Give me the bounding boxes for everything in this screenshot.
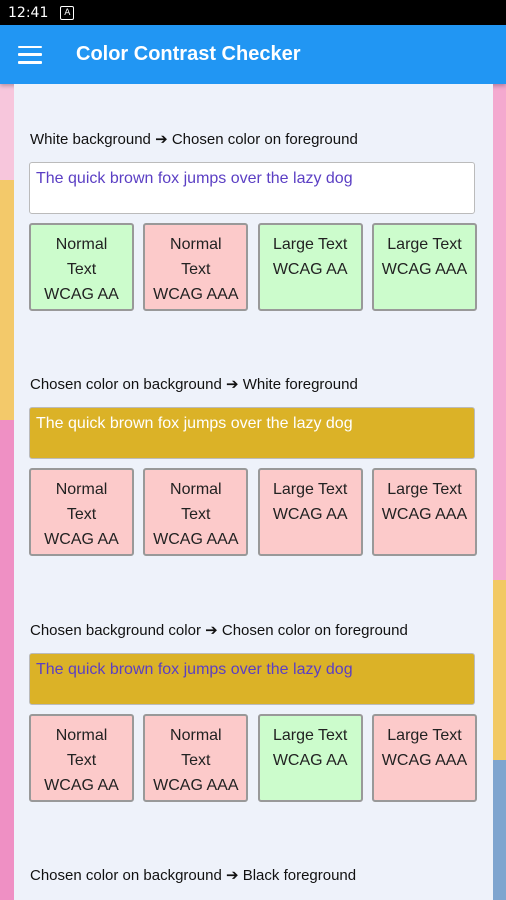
badge-line: Large Text: [387, 236, 462, 253]
section-label-right: Chosen color on foreground: [221, 622, 408, 639]
section-label-right: Black foreground: [242, 867, 357, 884]
wcag-badges: [29, 223, 477, 311]
badge-line: WCAG AA: [44, 777, 119, 794]
badge-line: WCAG AA: [44, 531, 119, 548]
badge-line: WCAG AA: [272, 752, 348, 769]
badge-line: WCAG AAA: [153, 531, 239, 548]
badge-line: Large Text: [387, 727, 462, 744]
badge-line: WCAG AA: [272, 506, 348, 523]
badge-line: Normal: [170, 236, 222, 253]
wcag-badges: [29, 714, 477, 802]
badge-large-aaa: [372, 714, 477, 802]
badge-large-aaa: [372, 223, 477, 311]
badge-line: Text: [181, 261, 211, 278]
section-label-right: Chosen color on foreground: [171, 131, 358, 148]
badge-line: WCAG AAA: [381, 506, 468, 523]
badge-line: WCAG AA: [44, 286, 119, 303]
badge-normal-aaa: [143, 714, 248, 802]
section-label: [30, 375, 358, 393]
badge-large-aa: [258, 714, 363, 802]
status-time: 12:41: [8, 4, 49, 21]
section-label-left: Chosen color on background: [30, 867, 222, 884]
section-label-left: Chosen color on background: [30, 376, 222, 393]
badge-normal-aa: [29, 714, 134, 802]
section-label: [30, 621, 408, 639]
badge-line: Text: [181, 752, 211, 769]
wallpaper-right-blue: [492, 760, 506, 900]
badge-normal-aaa: [143, 468, 248, 556]
wcag-badges: [29, 468, 477, 556]
app-bar: [0, 25, 506, 84]
main-content[interactable]: [14, 84, 493, 900]
badge-line: Text: [66, 752, 97, 769]
status-bar: [0, 0, 506, 25]
app-title: Color Contrast Checker: [76, 43, 301, 65]
badge-large-aa: [258, 468, 363, 556]
badge-line: WCAG AA: [272, 261, 348, 278]
preview-text-box: The quick brown fox jumps over the lazy dog: [29, 162, 475, 214]
arrow-right-icon: ➔: [225, 867, 239, 884]
section-label: [30, 130, 358, 148]
preview-text-box: The quick brown fox jumps over the lazy dog: [29, 407, 475, 459]
badge-line: Text: [66, 261, 97, 278]
section-label-right: White foreground: [242, 376, 358, 393]
arrow-right-icon: ➔: [205, 622, 218, 639]
section-label-left: White background: [30, 131, 151, 148]
badge-line: Normal: [55, 481, 108, 498]
badge-line: Normal: [170, 481, 222, 498]
badge-line: WCAG AAA: [381, 752, 468, 769]
badge-line: Large Text: [387, 481, 462, 498]
badge-line: Normal: [170, 727, 222, 744]
badge-line: Normal: [55, 727, 108, 744]
badge-line: WCAG AAA: [153, 286, 239, 303]
section-label: [30, 866, 356, 884]
arrow-right-icon: ➔: [225, 376, 239, 393]
badge-line: Large Text: [272, 727, 348, 744]
notification-icon: A: [60, 6, 74, 20]
badge-line: Large Text: [272, 236, 348, 253]
preview-text-box: The quick brown fox jumps over the lazy dog: [29, 653, 475, 705]
arrow-right-icon: ➔: [155, 131, 168, 148]
badge-line: Large Text: [272, 481, 348, 498]
badge-line: WCAG AAA: [381, 261, 468, 278]
badge-normal-aa: [29, 468, 134, 556]
badge-line: Text: [181, 506, 211, 523]
badge-line: WCAG AAA: [153, 777, 239, 794]
badge-normal-aaa: [143, 223, 248, 311]
hamburger-menu-icon[interactable]: [18, 46, 42, 64]
badge-normal-aa: [29, 223, 134, 311]
badge-large-aa: [258, 223, 363, 311]
badge-line: Normal: [55, 236, 108, 253]
badge-line: Text: [66, 506, 97, 523]
section-label-left: Chosen background color: [30, 622, 201, 639]
badge-large-aaa: [372, 468, 477, 556]
